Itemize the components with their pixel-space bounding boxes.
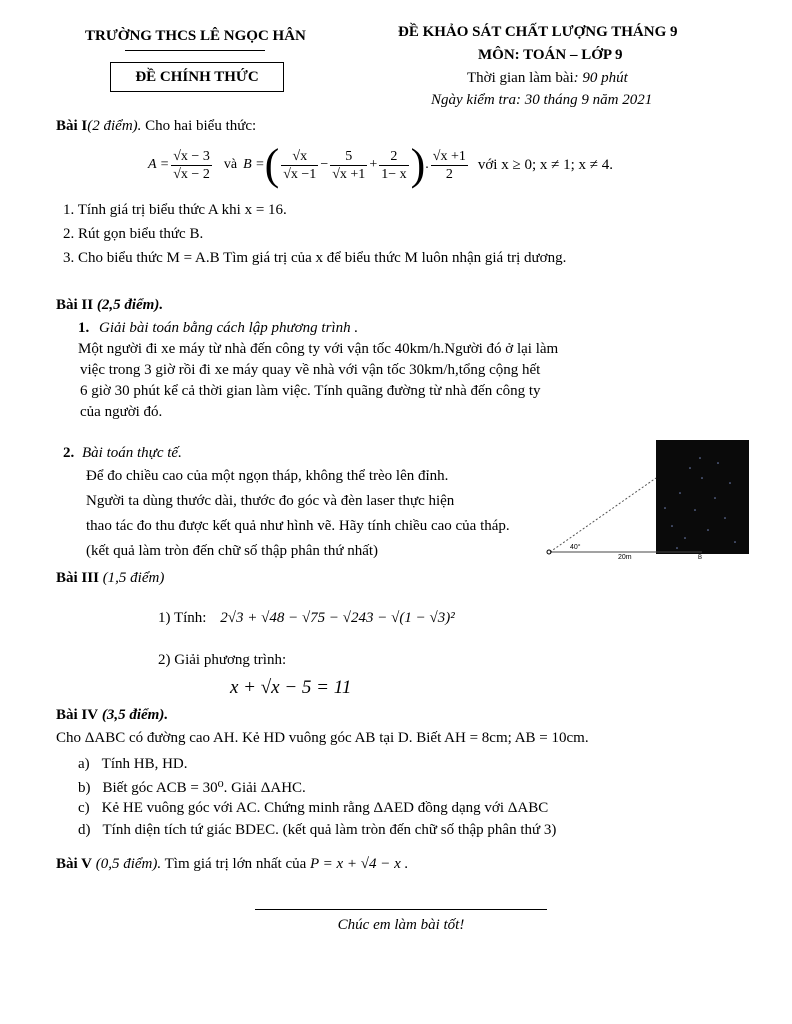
footer-divider [255,909,547,910]
item-mark: b) [78,780,91,796]
expr-and: và [223,157,238,172]
bai1-label: Bài I [56,118,88,134]
item-text: Tính HB, HD. [101,756,188,772]
p1-line-1: Một người đi xe máy từ nhà đến công ty với vận tốc 40km/h.Người đó ở lại làm [78,341,559,357]
time-limit [467,70,628,87]
expr-a-fraction [171,148,212,183]
point-b-label: B [698,555,703,561]
bai5-text: Tìm giá trị lớn nhất của [161,856,311,872]
conditions: với x ≥ 0; x ≠ 1; x ≠ 4. [477,156,614,173]
a-numerator: √x − 3 [173,148,210,164]
right-paren: ) [410,140,426,189]
bai2-points: (2,5 điểm). [93,297,164,313]
tower-figure [540,438,752,564]
a-denominator: √x − 2 [173,166,210,182]
b2-numerator: 5 [330,148,367,166]
official-badge [110,62,284,92]
b2-denominator: √x +1 [332,166,366,182]
p1-title: Giải bài toán bằng cách lập phương trình . [99,320,359,336]
bai1-heading [56,118,256,135]
bai3-q2-expr: x + √x − 5 = 11 [230,677,352,698]
item-mark: a) [78,756,90,772]
school-underline [125,50,265,51]
bai3-label: Bài III [56,570,99,586]
bai5-label: Bài V [56,856,92,872]
item-mark: d) [78,822,91,838]
b2-fraction [330,148,367,183]
p2-title: Bài toán thực tế. [82,445,182,461]
bai4-item-a [78,756,188,773]
dot-operator: . [425,157,429,172]
b4-numerator: √x +1 [432,148,466,164]
bai1-intro: Cho hai biểu thức: [141,118,257,134]
b1-numerator: √x [281,148,318,166]
bai2-label: Bài II [56,297,94,313]
bai3-q1-label: 1) Tính: [158,610,207,626]
bai3-q1 [158,610,455,627]
time-value: : 90 phút [573,70,628,86]
item-text: Kẻ HE vuông góc với AC. Chứng minh rằng ΔAED đồng dạng với ΔABC [101,800,549,816]
b4-denominator: 2 [445,166,453,182]
angle-label: 40° [570,544,581,551]
tower-photo [656,440,749,554]
b1-denominator: √x −1 [283,166,317,182]
time-prefix: Thời gian làm bài [467,70,574,86]
bai2-p2-title [63,445,182,462]
p2-line-2: Người ta dùng thước dài, thước đo góc và đèn laser thực hiện [86,493,455,509]
p2-line-1: Để đo chiều cao của một ngọn tháp, không thể trèo lên đỉnh. [86,468,449,484]
b1-fraction [281,148,318,183]
left-paren: ( [264,140,280,189]
bai5-points: (0,5 điểm). [91,856,162,872]
distance-label: 20m [618,554,632,561]
bai1-points: (2 điểm). [87,118,142,134]
subject-title: MÔN: TOÁN – LỚP 9 [478,47,623,63]
bai1-q2: 2. Rút gọn biểu thức B. [63,226,204,242]
bai4-item-d [78,822,556,839]
bai4-points: (3,5 điểm). [98,707,169,723]
closing-message: Chúc em làm bài tốt! [337,917,465,933]
minus-sign: − [320,157,329,172]
b3-numerator: 2 [379,148,408,166]
bai5-expr: P = x + √4 − x . [310,856,409,872]
bai2-heading [56,297,163,314]
item-text: Tính diện tích tứ giác BDEC. (kết quả làm tròn đến chữ số thập phân thứ 3) [102,822,557,838]
bai4-item-c [78,800,548,817]
exam-date: Ngày kiểm tra: 30 tháng 9 năm 2021 [431,92,653,108]
bai3-points: (1,5 điểm) [98,570,165,586]
p1-line-4: của người đó. [80,404,163,420]
bai1-q3: 3. Cho biểu thức M = A.B Tìm giá trị của x để biểu thức M luôn nhận giá trị dương. [63,250,567,266]
item-mark: c) [78,800,90,816]
bai3-q1-expr: 2√3 + √48 − √75 − √243 − √(1 − √3)² [220,610,455,626]
p1-number: 1. [78,320,90,336]
p1-line-3: 6 giờ 30 phút kể cả thời gian làm việc. Tính quãng đường từ nhà đến công ty [80,383,541,399]
bai4-item-b [78,778,306,797]
b3-fraction [379,148,408,183]
p2-line-3: thao tác đo thu được kết quả như hình vẽ. Hãy tính chiều cao của tháp. [86,518,510,534]
bai1-q1: 1. Tính giá trị biểu thức A khi x = 16. [63,202,287,218]
expr-a-label: A = [148,157,170,172]
p2-number: 2. [63,445,75,461]
p2-line-4: (kết quả làm tròn đến chữ số thập phân thứ nhất) [86,543,379,559]
bai3-q2-label: 2) Giải phương trình: [158,652,287,668]
b4-fraction [431,148,468,183]
plus-sign: + [369,157,378,172]
bai2-p1-title [78,320,358,337]
school-name: TRƯỜNG THCS LÊ NGỌC HÂN [85,28,306,44]
bai4-heading [56,707,168,724]
bai3-heading [56,570,164,587]
b3-denominator: 1− x [381,166,407,182]
laser-line [550,478,656,552]
item-text: Biết góc ACB = 30⁰. Giải ΔAHC. [102,780,306,796]
expr-b-label: B = [243,157,265,172]
bai4-label: Bài IV [56,707,99,723]
bai1-expressions [148,142,613,188]
exam-title: ĐỀ KHẢO SÁT CHẤT LƯỢNG THÁNG 9 [398,24,678,40]
p1-line-2: việc trong 3 giờ rồi đi xe máy quay về nhà với vận tốc 30km/h,tổng cộng hết [80,362,541,378]
official-label: ĐỀ CHÍNH THỨC [135,69,259,85]
bai5-line [56,856,408,873]
bai4-intro: Cho ΔABC có đường cao AH. Kẻ HD vuông góc AB tại D. Biết AH = 8cm; AB = 10cm. [56,730,589,746]
